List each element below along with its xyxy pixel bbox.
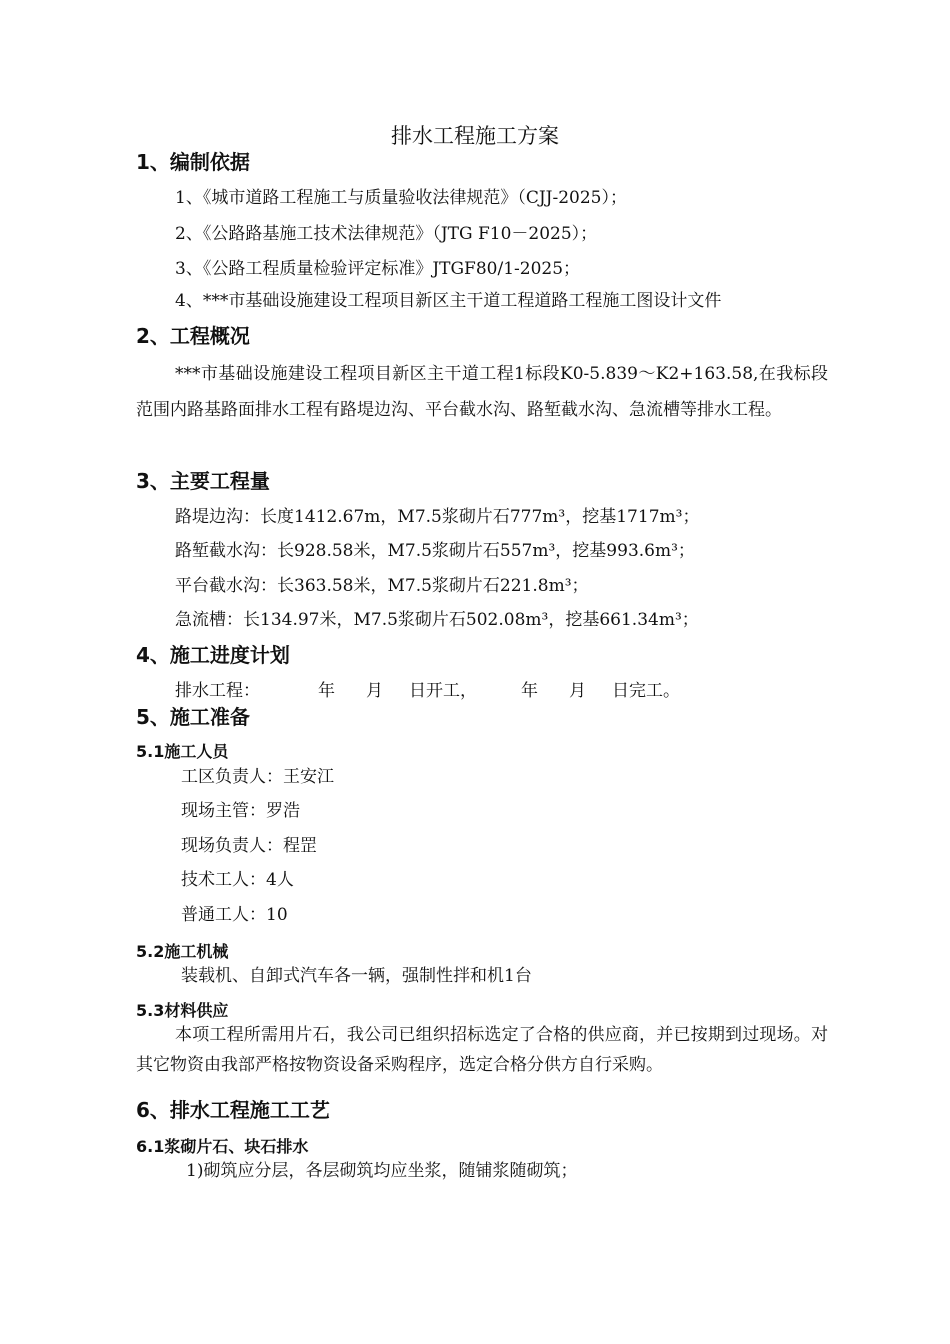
overview-paragraph: ***市基础设施建设工程项目新区主干道工程1标段K0-5.839～K2+163.58,在我标段范围内路基路面排水工程有路堤边沟、平台截水沟、路堑截水沟、急流槽等排水工程。 — [136, 364, 828, 420]
subsection-5-3-heading: 5.3材料供应 — [136, 1001, 229, 1020]
basis-item-2: 2、《公路路基施工技术法律规范》（JTG F10－2025）； — [175, 224, 598, 244]
machinery-text: 装载机、自卸式汽车各一辆，强制性拌和机1台 — [181, 966, 532, 986]
basis-item-3: 3、《公路工程质量检验评定标准》JTGF80/1-2025； — [175, 259, 581, 279]
quantity-item-4: 急流槽：长134.97米，M7.5浆砌片石502.08m³，挖基661.34m³； — [175, 610, 699, 630]
schedule-line — [175, 679, 680, 703]
section-1-heading: 1、编制依据 — [136, 150, 250, 174]
document-title: 排水工程施工方案 — [391, 124, 559, 148]
basis-item-1: 1、《城市道路工程施工与质量验收法律规范》（CJJ-2025）； — [175, 188, 627, 208]
schedule-start-day: 日开工， — [409, 681, 477, 701]
schedule-start-year: 年 — [318, 681, 335, 701]
section-6-heading: 6、排水工程施工工艺 — [136, 1098, 330, 1122]
schedule-start-month: 月 — [366, 681, 383, 701]
schedule-end-month: 月 — [569, 681, 586, 701]
staff-item-3: 现场负责人：程罡 — [181, 836, 317, 856]
staff-item-1: 工区负责人：王安江 — [181, 767, 334, 787]
section-2-heading: 2、工程概况 — [136, 324, 250, 348]
basis-item-4: 4、***市基础设施建设工程项目新区主干道工程道路工程施工图设计文件 — [175, 291, 722, 311]
quantity-item-2: 路堑截水沟：长928.58米，M7.5浆砌片石557m³，挖基993.6m³； — [175, 541, 695, 561]
subsection-5-2-heading: 5.2施工机械 — [136, 942, 229, 961]
quantity-item-3: 平台截水沟：长363.58米，M7.5浆砌片石221.8m³； — [175, 576, 589, 596]
staff-item-5: 普通工人：10 — [181, 905, 288, 925]
quantity-item-1: 路堤边沟：长度1412.67m，M7.5浆砌片石777m³，挖基1717m³； — [175, 507, 700, 527]
schedule-label: 排水工程： — [175, 681, 260, 701]
subsection-5-1-heading: 5.1施工人员 — [136, 742, 229, 761]
subsection-6-1-heading: 6.1浆砌片石、块石排水 — [136, 1137, 309, 1156]
materials-paragraph: 本项工程所需用片石，我公司已组织招标选定了合格的供应商，并已按期到过现场。对其它物资由我部严格按物资设备采购程序，选定合格分供方自行采购。 — [136, 1025, 828, 1075]
schedule-end-year: 年 — [521, 681, 538, 701]
section-3-heading: 3、主要工程量 — [136, 469, 270, 493]
staff-item-4: 技术工人：4人 — [181, 870, 294, 890]
process-item-1: 1)砌筑应分层，各层砌筑均应坐浆，随铺浆随砌筑； — [186, 1161, 578, 1181]
section-5-heading: 5、施工准备 — [136, 705, 250, 729]
schedule-end-day: 日完工。 — [612, 681, 680, 701]
section-4-heading: 4、施工进度计划 — [136, 643, 290, 667]
staff-item-2: 现场主管：罗浩 — [181, 801, 300, 821]
